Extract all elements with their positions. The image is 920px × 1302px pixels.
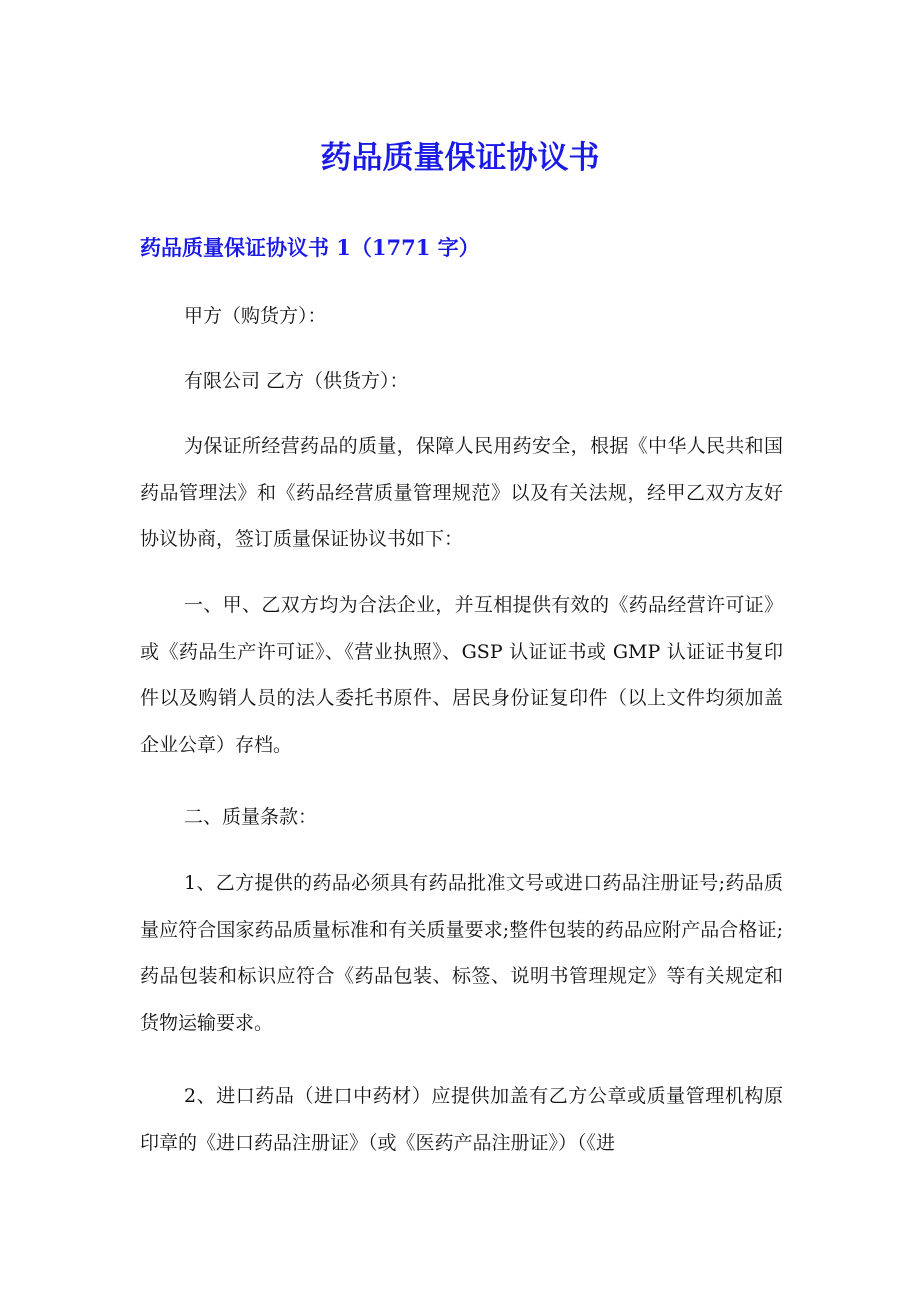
paragraph-party-b: 有限公司 乙方（供货方）： (184, 370, 409, 392)
section-heading: 药品质量保证协议书 1（1771 字） (140, 235, 480, 260)
document-title: 药品质量保证协议书 (320, 140, 600, 176)
paragraph-quality-item-2: 2、进口药品（进口中药材）应提供加盖有乙方公章或质量管理机构原印章的《进口药品注册证》（或《医药产品注册证》）（《进 (140, 1085, 783, 1154)
paragraph-party-a: 甲方（购货方）： (184, 305, 327, 327)
paragraph-quality-item-1: 1、乙方提供的药品必须具有药品批准文号或进口药品注册证号;药品质量应符合国家药品质量标准和有关质量要求;整件包装的药品应附产品合格证;药品包装和标识应符合《药品包装、标签、说明书管理规定》等有关规定和货物运输要求。 (140, 872, 783, 1034)
paragraph-preamble: 为保证所经营药品的质量，保障人民用药安全，根据《中华人民共和国药品管理法》和《药品经营质量管理规范》以及有关法规，经甲乙双方友好协议协商，签订质量保证协议书如下： (140, 435, 783, 550)
paragraph-clause-1: 一、甲、乙双方均为合法企业，并互相提供有效的《药品经营许可证》或《药品生产许可证》、《营业执照》、GSP 认证证书或 GMP 认证证书复印件以及购销人员的法人委托书原件、居民身份证复印件（以上文件均须加盖企业公章）存档。 (140, 594, 783, 756)
paragraph-clause-2-heading: 二、质量条款： (184, 806, 318, 828)
